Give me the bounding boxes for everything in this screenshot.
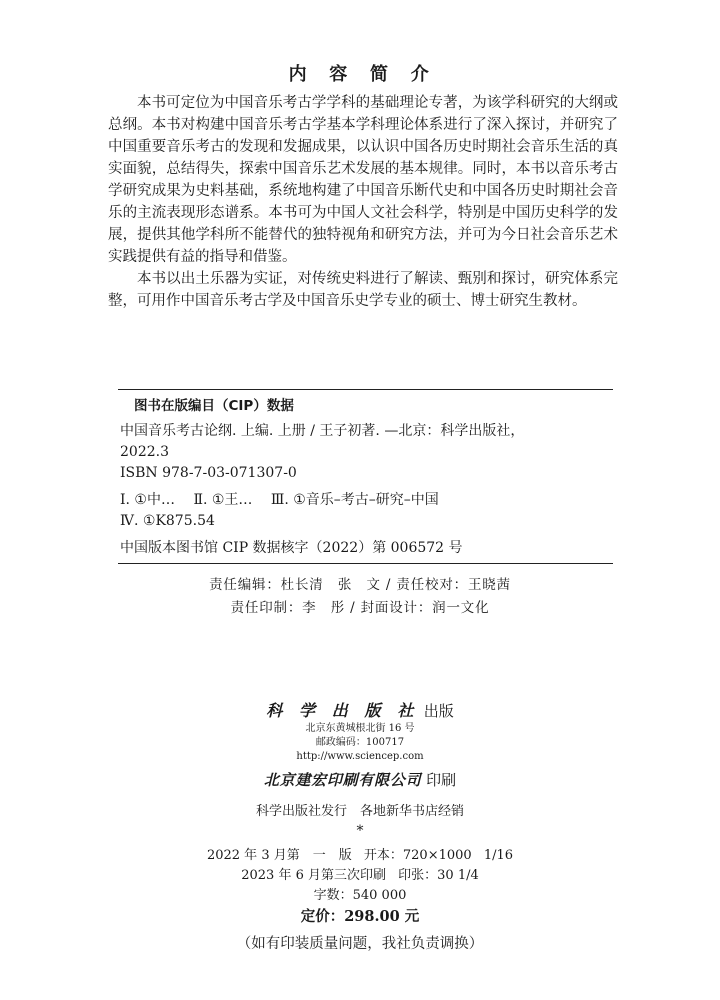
printing-line (0, 866, 720, 886)
credits-production: 责任印制：李 彤 / 封面设计：润一文化 (230, 600, 490, 616)
publisher-line (0, 700, 720, 722)
cip-record-date: 2022.3 (120, 444, 169, 460)
title-char: 内 (288, 64, 310, 85)
publisher-suffix: 出版 (423, 702, 454, 720)
printer-line (0, 768, 720, 792)
cip-class-4: Ⅳ. ①K875.54 (120, 513, 215, 529)
publisher-address: 北京东黄城根北街 16 号 (305, 723, 415, 734)
title-char: 容 (329, 64, 350, 85)
cip-class-1: Ⅰ. ①中… (120, 492, 175, 508)
cip-class-2: Ⅱ. ①王… (193, 492, 253, 508)
cip-class-3: Ⅲ. ①音乐–考古–研究–中国 (270, 492, 439, 508)
content-summary (108, 92, 618, 312)
format-fraction: 1/16 (483, 848, 514, 863)
publisher-name: 科 学 出 版 社 (266, 701, 419, 720)
price: 定价：298.00 元 (300, 908, 420, 925)
printer-suffix: 印刷 (426, 771, 457, 789)
cip-isbn: ISBN 978-7-03-071307-0 (120, 465, 297, 481)
edition: 2022 年 3 月第 一 版 (206, 848, 352, 863)
cip-block (118, 389, 613, 564)
publisher-postcode: 邮政编码：100717 (315, 737, 405, 748)
publisher-url: http://www.sciencep.com (296, 751, 424, 762)
distribution: 科学出版社发行 各地新华书店经销 (255, 804, 464, 819)
publisher-block (0, 700, 720, 956)
printing: 2023 年 6 月第三次印刷 (241, 868, 386, 883)
word-count: 字数：540 000 (313, 888, 407, 903)
cip-classification (120, 490, 613, 511)
printer-name: 北京建宏印刷有限公司 (263, 771, 422, 789)
separator-star: * (356, 823, 364, 839)
format: 开本：720×1000 (363, 848, 472, 863)
page-title (0, 60, 720, 86)
sheets: 印张：30 1/4 (398, 868, 479, 883)
title-char: 介 (410, 64, 432, 85)
cip-number: 中国版本图书馆 CIP 数据核字（2022）第 006572 号 (120, 540, 463, 556)
credits-editors: 责任编辑：杜长清 张 文 / 责任校对：王晓茜 (209, 577, 511, 593)
summary-paragraph: 本书以出土乐器为实证，对传统史料进行了解读、甄别和探讨，研究体系完整，可用作中国音乐考古学及中国音乐史学专业的硕士、博士研究生教材。 (108, 271, 618, 309)
edition-line (0, 846, 720, 866)
cip-title: 图书在版编目（CIP）数据 (134, 398, 294, 414)
cip-record-line: 中国音乐考古论纲. 上编. 上册 / 王子初著. —北京：科学出版社， (120, 423, 525, 439)
credits (0, 574, 720, 620)
quality-notice: （如有印装质量问题，我社负责调换） (236, 936, 484, 952)
title-char: 简 (370, 64, 391, 85)
summary-paragraph: 本书可定位为中国音乐考古学学科的基础理论专著，为该学科研究的大纲或总纲。本书对构建中国音乐考古学基本学科理论体系进行了深入探讨，并研究了中国重要音乐考古的发现和发掘成果，以认识中国各历史时期社会音乐生活的真实面貌，总结得失，探索中国音乐艺术发展的基本规律。同时，本书以音乐考古学研究成果为史料基础，系统地构建了中国音乐断代史和中国各历史时期社会音乐的主流表现形态谱系。本书可为中国人文社会科学，特别是中国历史科学的发展，提供其他学科所不能替代的独特视角和研究方法，并可为今日社会音乐艺术实践提供有益的指导和借鉴。 (108, 95, 618, 265)
